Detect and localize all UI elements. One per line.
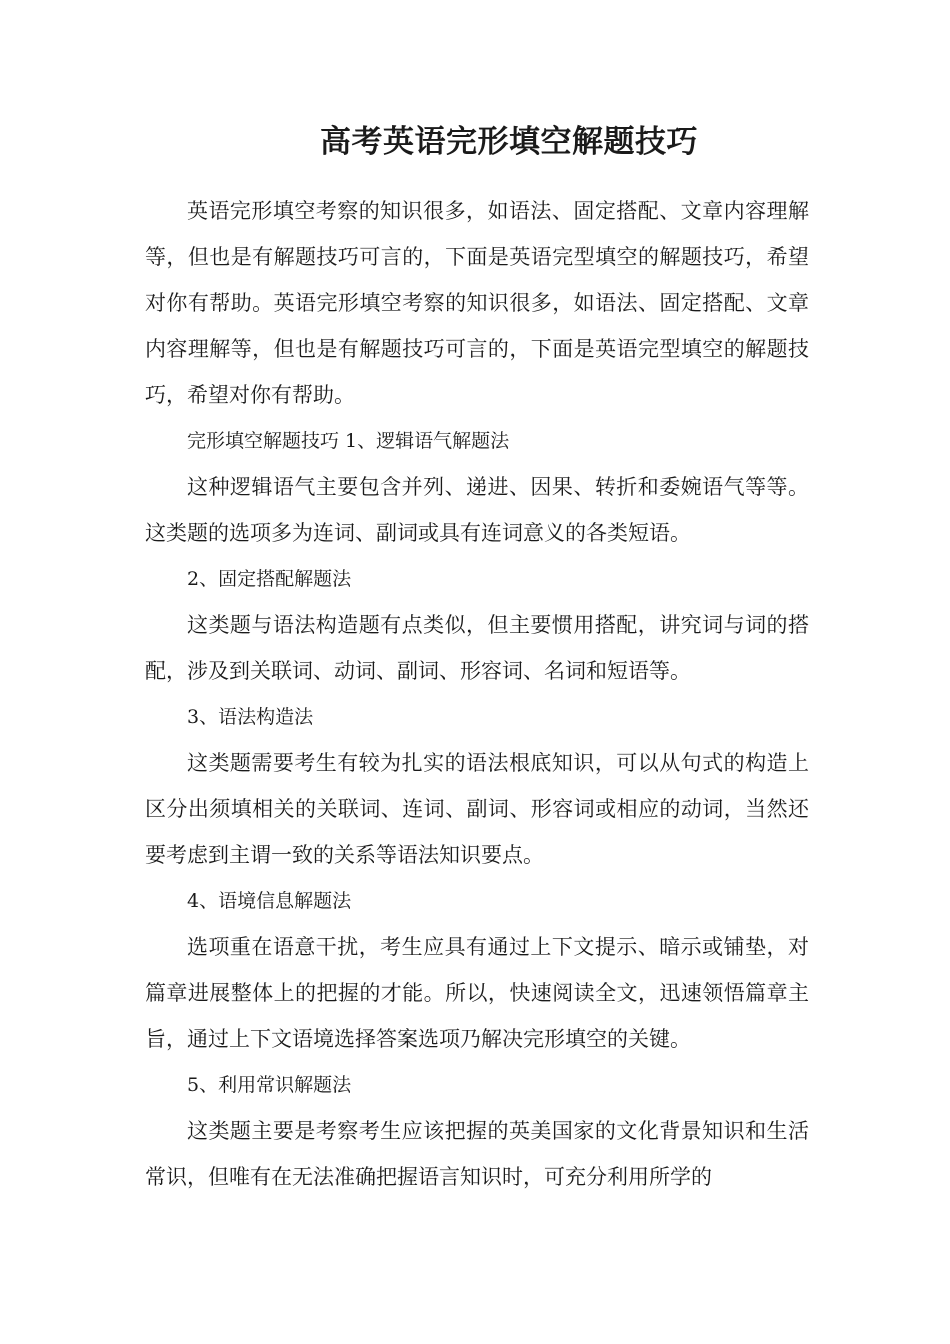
document-page: [145, 118, 809, 1200]
section-paragraph-5: 这类题主要是考察考生应该把握的英美国家的文化背景知识和生活常识，但唯有在无法准确把握语言知识时，可充分利用所学的: [145, 1119, 809, 1189]
section-heading-5: 5、利用常识解题法: [187, 1074, 352, 1096]
section-heading-4: 4、语境信息解题法: [187, 890, 352, 912]
section-paragraph-1: 这种逻辑语气主要包含并列、递进、因果、转折和委婉语气等等。这类题的选项多为连词、副词或具有连词意义的各类短语。: [145, 475, 809, 545]
section-heading-2: 2、固定搭配解题法: [187, 568, 352, 590]
section-heading-3: 3、语法构造法: [187, 706, 314, 728]
section-paragraph-3: 这类题需要考生有较为扎实的语法根底知识，可以从句式的构造上区分出须填相关的关联词、连词、副词、形容词或相应的动词，当然还要考虑到主谓一致的关系等语法知识要点。: [145, 751, 809, 867]
document-title: 高考英语完形填空解题技巧: [320, 124, 698, 160]
section-paragraph-2: 这类题与语法构造题有点类似，但主要惯用搭配，讲究词与词的搭配，涉及到关联词、动词、副词、形容词、名词和短语等。: [145, 613, 809, 683]
section-paragraph-4: 选项重在语意干扰，考生应具有通过上下文提示、暗示或铺垫，对篇章进展整体上的把握的才能。所以，快速阅读全文，迅速领悟篇章主旨，通过上下文语境选择答案选项乃解决完形填空的关键。: [145, 935, 809, 1051]
intro-paragraph: 英语完形填空考察的知识很多，如语法、固定搭配、文章内容理解等，但也是有解题技巧可言的，下面是英语完型填空的解题技巧，希望对你有帮助。英语完形填空考察的知识很多，如语法、固定搭配、文章内容理解等，但也是有解题技巧可言的，下面是英语完型填空的解题技巧，希望对你有帮助。: [145, 199, 809, 407]
section-heading-1: 完形填空解题技巧 1、逻辑语气解题法: [187, 430, 510, 452]
